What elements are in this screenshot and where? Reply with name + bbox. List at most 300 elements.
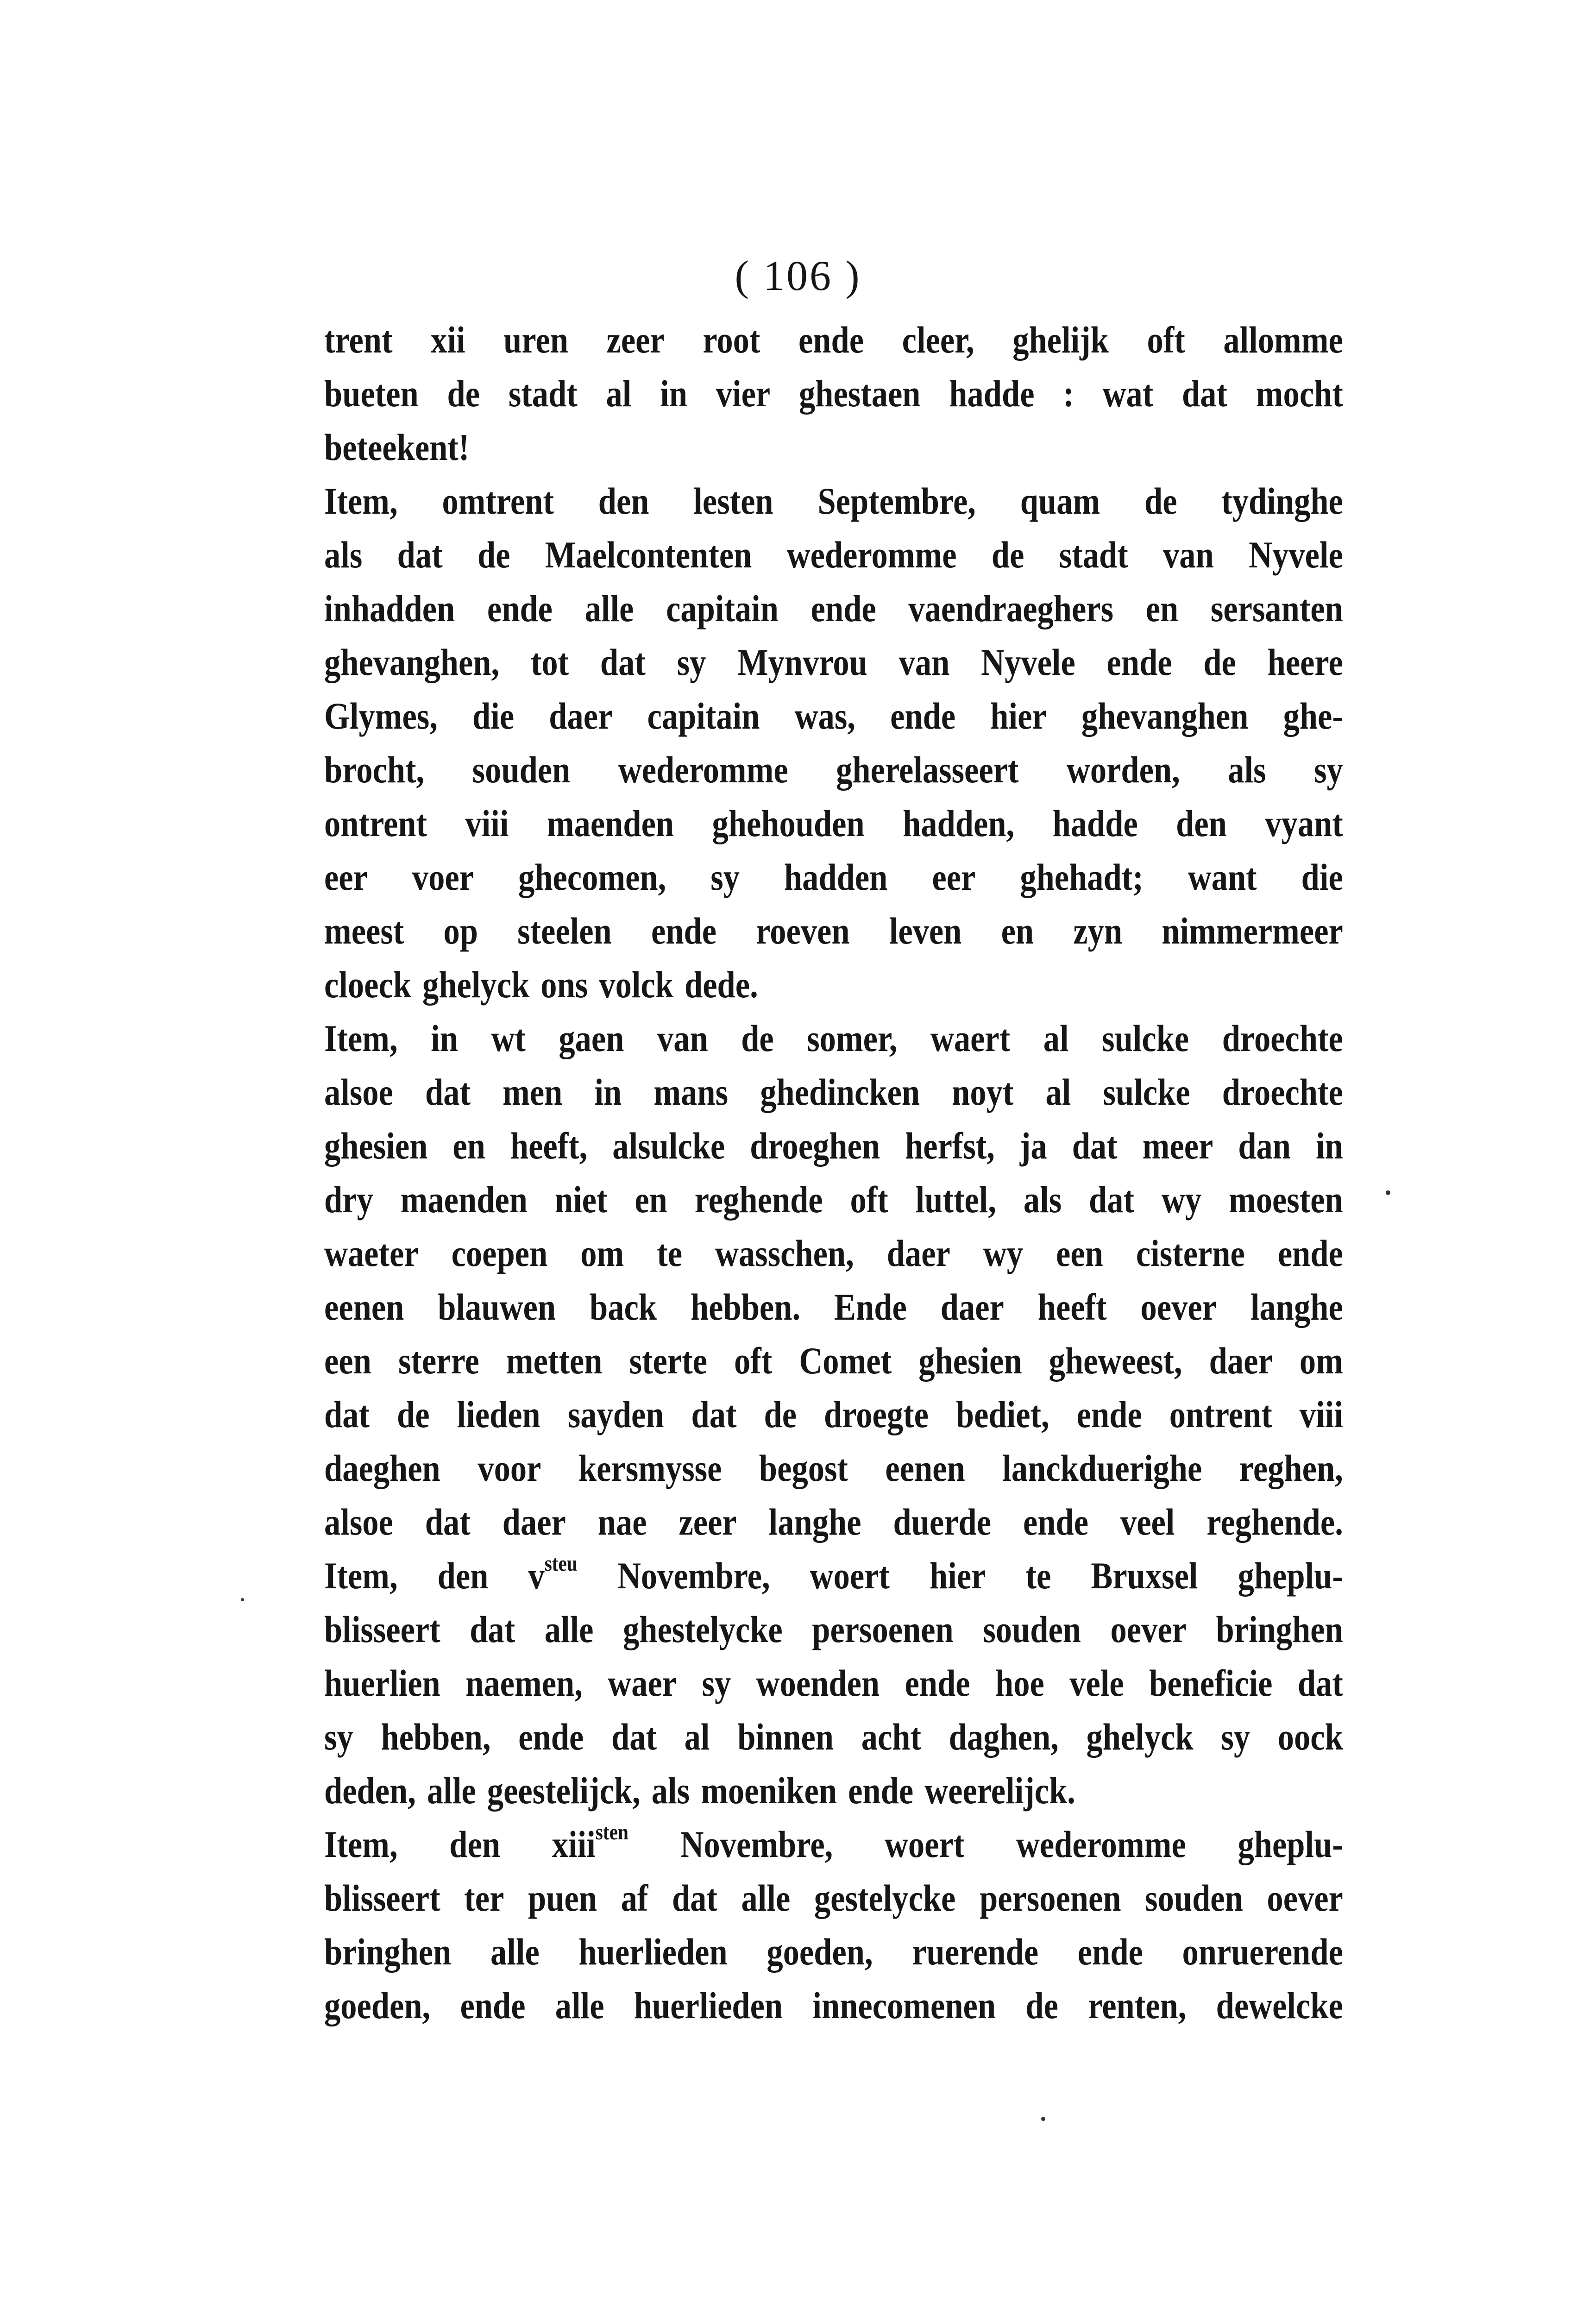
word: hadde [1052,802,1138,844]
text-line [324,1227,1343,1280]
word: wy [983,1232,1024,1274]
text-line [324,689,1343,743]
word: puen [528,1877,597,1919]
word: hebben. [690,1286,801,1328]
word: begost [759,1447,848,1489]
word: dan [1238,1125,1291,1167]
word: als [651,1769,690,1812]
word: ghelyck [1086,1716,1194,1758]
word: ghesien [324,1125,428,1167]
word: Item, [324,1823,398,1865]
word: daghen, [949,1716,1059,1758]
word: en [1145,587,1179,629]
word: te [1025,1554,1051,1597]
word: en [452,1125,485,1167]
word: maenden [400,1178,528,1221]
word: bediet, [955,1393,1049,1435]
word: Bruxsel [1091,1554,1198,1597]
word: sy [702,1662,731,1704]
word: mans [653,1071,729,1113]
text-line [324,850,1343,904]
word: meest [324,910,404,952]
word: alle [544,1608,594,1650]
word: droegte [824,1393,929,1435]
word: persoenen [812,1608,954,1650]
word: root [703,319,760,361]
word: meer [1142,1125,1213,1167]
text-line [324,474,1343,528]
word: dat [1089,1178,1135,1221]
word: sayden [567,1393,664,1435]
word: hadde [949,372,1035,415]
word: de [1144,480,1177,522]
word: daer [502,1501,566,1543]
word: ende [487,587,553,629]
word: alle [490,1931,540,1973]
word: voer [412,856,474,898]
word: te [657,1232,682,1274]
word: van [1163,534,1214,576]
word: Novembre, [680,1823,833,1865]
word: af [621,1877,648,1919]
word: heeft, [510,1125,588,1167]
word: zyn [1073,910,1123,952]
word: wederomme [618,749,788,791]
word: Nyvele [1249,534,1343,576]
word: sy [1314,749,1343,791]
word: sulcke [1103,1071,1190,1113]
page-number: ( 106 ) [735,252,861,299]
word: ghesien [918,1340,1022,1382]
word: vaendraeghers [908,587,1114,629]
word: goeden, [324,1984,431,2026]
word: huerlien [324,1662,440,1704]
word: reghende. [1206,1501,1343,1543]
word: alsoe [324,1071,393,1113]
word: huerlieden [634,1984,783,2026]
word: dry [324,1178,373,1221]
text-line [324,1764,1343,1818]
word: brocht, [324,749,425,791]
word: daer [886,1232,950,1274]
word: daer [940,1286,1004,1328]
word: vele [1069,1662,1124,1704]
word: de [991,534,1024,576]
word: ende [905,1662,970,1704]
word: sy [677,641,706,683]
word: volck [599,963,673,1006]
word: om [580,1232,624,1274]
text-line [324,1334,1343,1388]
word: dat [397,534,443,576]
text-line [324,636,1343,689]
word: oock [1277,1716,1343,1758]
word: droechte [1222,1017,1343,1059]
word: alsoe [324,1501,393,1543]
word: waert [930,1017,1011,1059]
word: acht [861,1716,921,1758]
word: luttel, [915,1178,996,1221]
word: ende [1077,1931,1143,1973]
word: metten [506,1340,603,1382]
word: wt [491,1017,526,1059]
word: ruerende [912,1931,1039,1973]
word: persoenen [979,1877,1121,1919]
word: sterre [398,1340,479,1382]
word: ons [540,963,588,1006]
text-line [324,1012,1343,1065]
word: die [472,695,515,737]
word: een [324,1340,371,1382]
word: dat [1297,1662,1343,1704]
word: want [1188,856,1257,898]
word: wat [1102,372,1154,415]
word: allomme [1223,319,1343,361]
word: beteekent! [324,426,470,468]
body-text [324,313,1343,2033]
word: zeer [679,1501,737,1543]
print-speck [1386,1190,1390,1195]
word: de [1203,641,1236,683]
word: naemen, [465,1662,583,1704]
word: niet [554,1178,608,1221]
word: viii [1299,1393,1343,1435]
word: maenden [547,802,674,844]
word: blauwen [438,1286,556,1328]
word: trent [324,319,393,361]
word: uren [503,319,568,361]
word: de [741,1017,774,1059]
word: ghehadt; [1020,856,1144,898]
word: noyt [952,1071,1014,1113]
word: ghevanghen [1081,695,1249,737]
word: in [660,372,687,415]
word: roeven [756,910,850,952]
word: dat [425,1071,471,1113]
word: bueten [324,372,419,415]
word: cisterne [1136,1232,1245,1274]
word: wederomme [786,534,957,576]
word: eenen [885,1447,965,1489]
word: capitain [666,587,779,629]
word: renten, [1088,1984,1187,2026]
word: alle [584,587,634,629]
word: capitain [647,695,760,737]
word: gaen [559,1017,624,1059]
word: oft [734,1340,773,1382]
word: xiii$^{sten}$ [552,1819,628,1865]
word: reghen, [1239,1447,1343,1489]
word: ghestaen [799,372,921,415]
word: ende [651,910,716,952]
word: ja [1019,1125,1047,1167]
word: sulcke [1102,1017,1189,1059]
word: ende [518,1716,584,1758]
text-line [324,528,1343,582]
word: sterte [629,1340,707,1382]
word: huerlieden [578,1931,728,1973]
word: dewelcke [1216,1984,1343,2026]
word: moeniken [701,1769,837,1812]
word: oever [1110,1608,1187,1650]
word: moesten [1229,1178,1343,1221]
superscript: sten [595,1819,628,1844]
word: en [635,1178,667,1221]
word: lesten [693,480,773,522]
word: ende [1277,1232,1343,1274]
word: woert [884,1823,965,1865]
text-line [324,582,1343,636]
word: dede. [685,963,758,1006]
word: kersmysse [578,1447,722,1489]
print-speck [241,1598,244,1601]
word: Comet [799,1340,892,1382]
word: ghelyck [422,963,530,1006]
word: ghelijk [1012,319,1109,361]
word: nimmermeer [1162,910,1343,952]
word: waeter [324,1232,419,1274]
word: droechte [1222,1071,1343,1113]
word: woert [810,1554,890,1597]
word: van [899,641,950,683]
word: bringhen [324,1931,452,1973]
word: zeer [606,319,665,361]
word: Septembre, [817,480,976,522]
text-line [324,1119,1343,1173]
word: hebben, [381,1716,491,1758]
word: oft [850,1178,888,1221]
word: al [684,1716,710,1758]
word: langhe [768,1501,861,1543]
text-line [324,1065,1343,1119]
word: dat [324,1393,370,1435]
word: daer [549,695,613,737]
word: de [477,534,510,576]
word: langhe [1250,1286,1343,1328]
word: cloeck [324,963,411,1006]
word: alsulcke [612,1125,725,1167]
word: alle [555,1984,604,2026]
word: ende [460,1984,526,2026]
word: tot [530,641,569,683]
word: : [1063,372,1074,415]
word: in [1316,1125,1343,1167]
word: goeden, [767,1931,873,1973]
word: oever [1267,1877,1343,1919]
word: al [1043,1017,1069,1059]
word: heeft [1037,1286,1107,1328]
word: hoe [995,1662,1044,1704]
word: veel [1120,1501,1175,1543]
word: eer [932,856,976,898]
word: Mynvrou [737,641,867,683]
word: tydinghe [1221,480,1343,522]
word: ende [798,319,864,361]
text-line [324,1495,1343,1549]
word: hadden, [903,802,1015,844]
word: eenen [324,1286,404,1328]
word: ghestelycke [623,1608,783,1650]
word: stadt [508,372,578,415]
word: al [1045,1071,1071,1113]
word: hadden [784,856,888,898]
word: reghende [694,1178,823,1221]
word: dat [672,1877,717,1919]
word: Ende [834,1286,907,1328]
word: ontrent [324,802,427,844]
print-speck [1041,2117,1045,2121]
word: somer, [807,1017,898,1059]
word: oft [1147,319,1185,361]
text-line [324,1603,1343,1656]
word: vyant [1265,802,1343,844]
word: in [594,1071,622,1113]
text-line [324,421,1343,474]
word: cleer, [902,319,974,361]
word: lieden [457,1393,540,1435]
word: de [764,1393,797,1435]
word: Item, [324,480,398,522]
word: de [1025,1984,1058,2026]
word: den [598,480,649,522]
word: innecomenen [812,1984,996,2026]
word: sy [1221,1716,1250,1758]
word: den [449,1823,501,1865]
text-line [324,743,1343,797]
word: ghevanghen, [324,641,500,683]
word: ende [848,1769,914,1812]
word: al [606,372,632,415]
word: Maelcontenten [545,534,752,576]
word: waer [608,1662,677,1704]
word: herfst, [905,1125,995,1167]
word: quam [1020,480,1100,522]
word: sy [324,1716,353,1758]
word: gheweest, [1049,1340,1182,1382]
word: van [657,1017,708,1059]
word: Novembre, [617,1554,770,1597]
word: sersanten [1210,587,1343,629]
word: viii [465,802,509,844]
word: deden, [324,1769,416,1812]
text-line [324,1173,1343,1227]
word: die [1301,856,1343,898]
word: voor [478,1447,541,1489]
word: binnen [737,1716,834,1758]
text-line [324,1280,1343,1334]
word: om [1299,1340,1343,1382]
word: nae [597,1501,647,1543]
word: oever [1140,1286,1217,1328]
word: steelen [517,910,612,952]
word: gherelasseert [836,749,1019,791]
word: stadt [1059,534,1128,576]
text-line [324,1925,1343,1979]
word: gheplu- [1238,1823,1343,1865]
text-line [324,958,1343,1012]
word: hier [990,695,1047,737]
word: men [503,1071,563,1113]
word: xii [431,319,465,361]
word: droeghen [750,1125,880,1167]
word: Item, [324,1554,398,1597]
text-line [324,1710,1343,1764]
word: sy [710,856,740,898]
word: ghe- [1283,695,1343,737]
word: de [447,372,480,415]
word: ontrent [1169,1393,1272,1435]
word: daer [1209,1340,1273,1382]
word: een [1056,1232,1103,1274]
word: back [590,1286,657,1328]
word: ende [890,695,956,737]
text-line [324,367,1343,421]
word: dat [1072,1125,1118,1167]
word: gheplu- [1238,1554,1343,1597]
word: Nyvele [981,641,1075,683]
word: eer [324,856,368,898]
word: vier [716,372,771,415]
word: worden, [1066,749,1180,791]
text-line [324,1441,1343,1495]
word: wederomme [1016,1823,1186,1865]
word: op [443,910,478,952]
word: wasschen, [715,1232,854,1274]
word: ende [1023,1501,1089,1543]
word: leven [889,910,962,952]
word: gestelycke [814,1877,956,1919]
text-line [324,1549,1343,1603]
word: onruerende [1182,1931,1343,1973]
word: alle [741,1877,791,1919]
word: ghedincken [760,1071,920,1113]
text-line [324,1979,1343,2033]
word: daeghen [324,1447,440,1489]
word: wy [1161,1178,1202,1221]
word: weerelijck. [924,1769,1075,1812]
word: de [396,1393,430,1435]
word: als [1228,749,1266,791]
superscript: steu [544,1551,578,1576]
word: dat [691,1393,737,1435]
text-line [324,1818,1343,1871]
word: inhadden [324,587,455,629]
word: ghehouden [712,802,865,844]
word: dat [600,641,646,683]
word: hier [929,1554,986,1597]
word: Glymes, [324,695,438,737]
text-line [324,797,1343,850]
word: ghecomen, [518,856,666,898]
text-line [324,313,1343,367]
word: blisseert [324,1877,440,1919]
word: duerde [893,1501,992,1543]
word: Item, [324,1017,398,1059]
word: omtrent [442,480,554,522]
word: dat [611,1716,657,1758]
word: den [437,1554,489,1597]
word: als [324,534,363,576]
text-line [324,1388,1343,1441]
word: alle [427,1769,476,1812]
word: woenden [756,1662,880,1704]
word: ende [1106,641,1172,683]
word: was, [794,695,855,737]
word: dat [425,1501,471,1543]
word: $v^{steu}$ [528,1551,578,1597]
word: coepen [451,1232,548,1274]
word: geestelijck, [487,1769,641,1812]
